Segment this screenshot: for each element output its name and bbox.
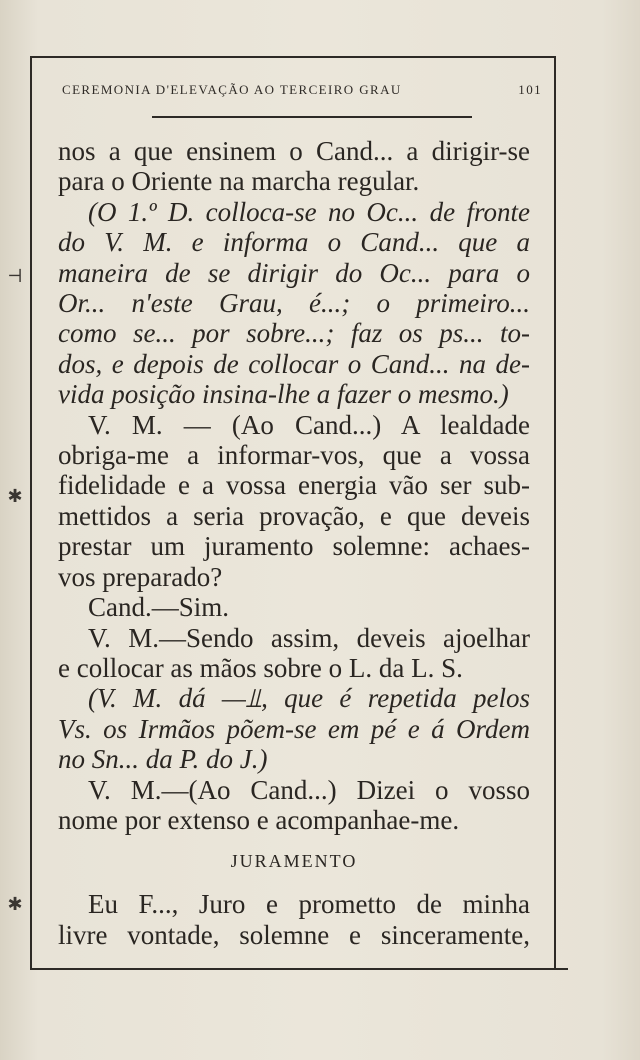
body-text — [58, 136, 530, 950]
text-line: vida posição insina-lhe a fazer o mesmo.) — [58, 379, 509, 410]
text-line: Or... n'este Grau, é...; o primeiro... — [58, 288, 530, 319]
text-line: como se... por sobre...; faz os ps... to- — [58, 318, 530, 349]
text-line: obriga-me a informar-vos, que a vossa — [58, 440, 530, 471]
frame-bottom-rule — [30, 968, 568, 970]
text-line: livre vontade, solemne e sinceramente, — [58, 919, 530, 950]
text-line: nome por extenso e acompanhae-me. — [58, 804, 460, 835]
running-title: CEREMONIA D'ELEVAÇÃO AO TERCEIRO GRAU — [62, 82, 402, 97]
header-rule — [152, 116, 472, 118]
running-head — [62, 82, 542, 98]
text-line: para o Oriente na marcha regular. — [58, 166, 420, 197]
text-line: vos preparado? — [58, 561, 223, 592]
text-line: no Sn... da P. do J.) — [58, 744, 268, 775]
page-number: 101 — [518, 82, 542, 97]
text-line: e collocar as mãos sobre o L. da L. S. — [58, 652, 463, 683]
margin-mark-icon: ⊣ — [7, 266, 23, 286]
margin-mark-icon: ✱ — [7, 486, 23, 506]
text-line: V. M.—Sendo assim, deveis ajoelhar — [88, 622, 530, 653]
text-line: do V. M. e informa o Cand... que a — [58, 227, 530, 258]
section-heading: JURAMENTO — [230, 851, 358, 872]
frame-right-rule — [554, 56, 556, 970]
text-line: V. M. — (Ao Cand...) A lealdade — [88, 409, 530, 440]
margin-mark-icon: ✱ — [7, 894, 23, 914]
text-line: maneira de se dirigir do Oc... para o — [58, 257, 530, 288]
text-line: Vs. os Irmãos põem-se em pé e á Ordem — [58, 713, 530, 744]
text-line: fidelidade e a vossa energia vão ser sub- — [58, 470, 530, 501]
text-line: (V. M. dá —⫫, que é repetida pelos — [88, 683, 530, 714]
text-line: mettidos a seria provação, e que deveis — [58, 500, 530, 531]
text-line: prestar um juramento solemne: achaes- — [58, 531, 530, 562]
text-line: V. M.—(Ao Cand...) Dizei o vosso — [88, 774, 530, 805]
frame-left-rule — [30, 56, 32, 970]
text-line: dos, e depois de collocar o Cand... na de- — [58, 348, 530, 379]
frame-top-rule — [30, 56, 556, 58]
text-line: nos a que ensinem o Cand... a dirigir-se — [58, 136, 530, 166]
text-line: Cand.—Sim. — [88, 592, 230, 623]
text-line: (O 1.º D. colloca-se no Oc... de fronte — [88, 196, 530, 227]
text-line: Eu F..., Juro e prometto de minha — [88, 889, 530, 920]
